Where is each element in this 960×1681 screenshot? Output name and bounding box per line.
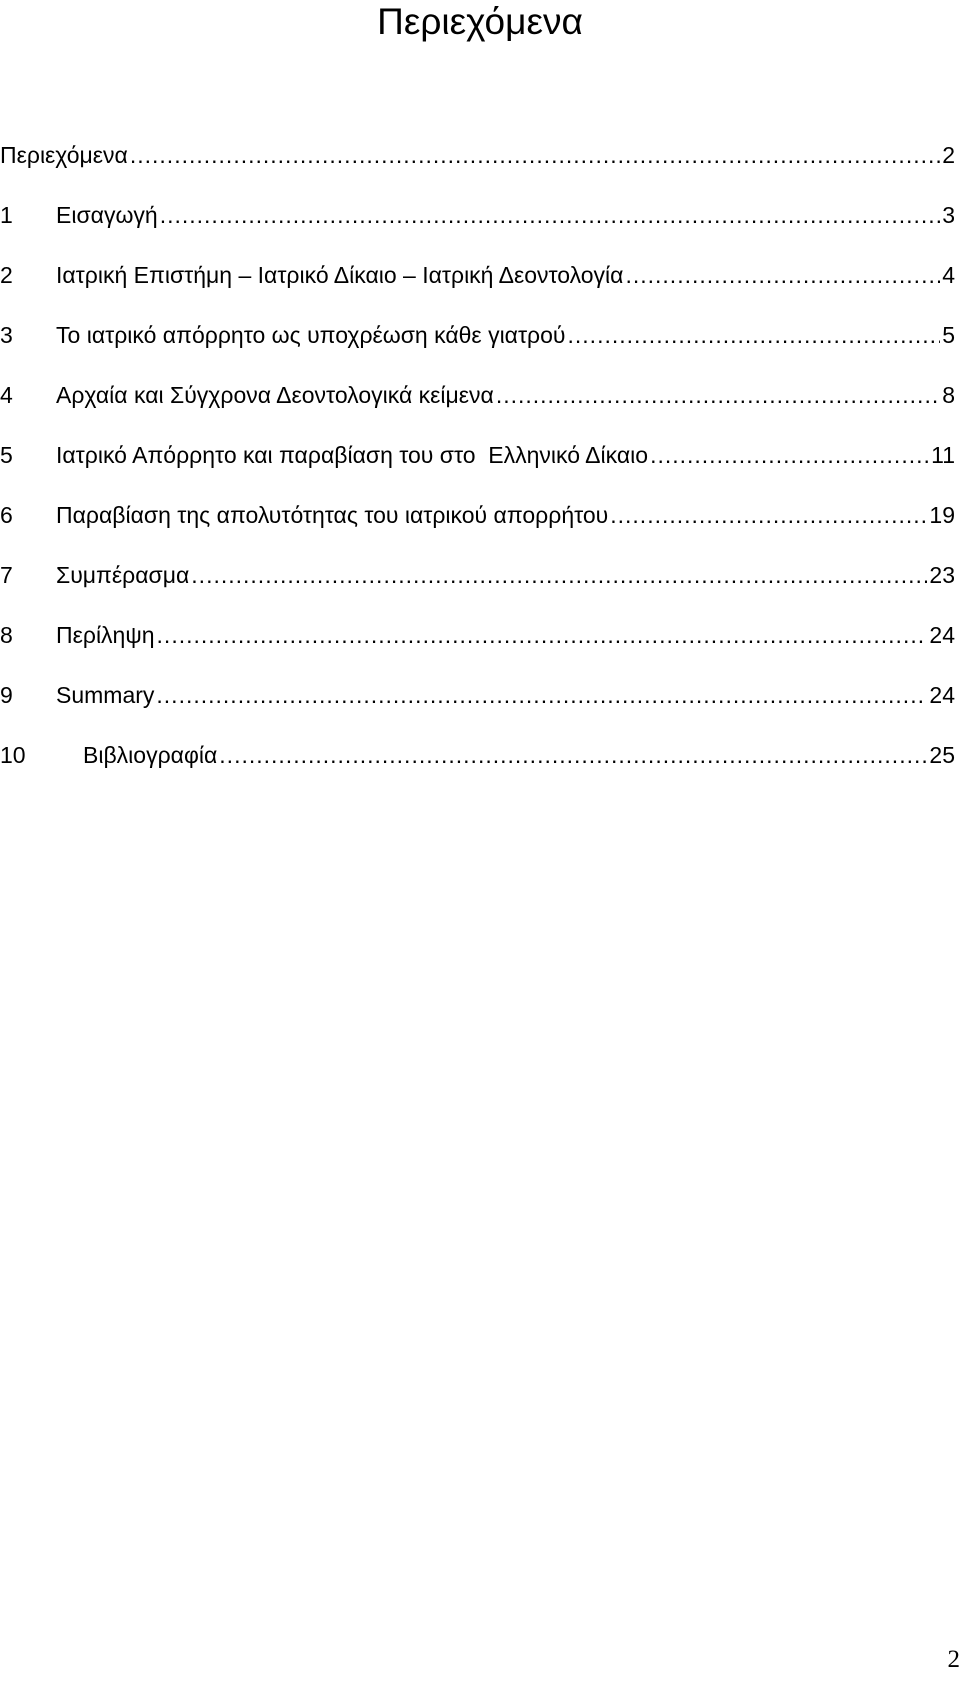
toc-entry-title: Εισαγωγή [56, 202, 158, 228]
toc-entry-title: Βιβλιογραφία [83, 742, 218, 768]
toc-entry-page: 4 [942, 262, 955, 288]
page-number: 2 [947, 1646, 960, 1673]
toc-entry-number: 4 [0, 382, 13, 408]
toc-entry-page: 24 [929, 622, 955, 648]
toc-entry-page: 8 [942, 382, 955, 408]
toc-entry-title: Περίληψη [56, 622, 155, 648]
table-of-contents [0, 141, 955, 801]
toc-entry[interactable] [0, 561, 955, 590]
toc-entry-title: Ιατρικό Απόρρητο και παραβίαση του στο Ελληνικό Δίκαιο [56, 442, 649, 468]
toc-entry-title: Αρχαία και Σύγχρονα Δεοντολογικά κείμενα [56, 382, 494, 408]
toc-entry-number: 1 [0, 202, 13, 228]
toc-entry-page: 3 [942, 202, 955, 228]
toc-entry[interactable] [0, 321, 955, 350]
toc-entry-page: 2 [942, 142, 955, 168]
toc-entry[interactable] [0, 381, 955, 410]
toc-entry-page: 23 [929, 562, 955, 588]
toc-entry[interactable] [0, 501, 955, 530]
toc-entry-title: Summary [56, 682, 155, 708]
toc-entry-page: 25 [929, 742, 955, 768]
toc-entry[interactable] [0, 681, 955, 710]
toc-entry-number: 2 [0, 262, 13, 288]
toc-entry-title: Ιατρική Επιστήμη – Ιατρικό Δίκαιο – Ιατρική Δεοντολογία [56, 262, 624, 288]
toc-entry-number: 10 [0, 742, 26, 768]
toc-entry-number: 7 [0, 562, 13, 588]
toc-entry-title: Συμπέρασμα [56, 562, 190, 588]
toc-dot-leader [219, 741, 927, 770]
toc-dot-leader [130, 141, 940, 170]
toc-entry-page: 24 [929, 682, 955, 708]
toc-entry-number: 6 [0, 502, 13, 528]
toc-entry-page: 11 [931, 442, 955, 468]
toc-entry-number: 8 [0, 622, 13, 648]
toc-entry-number: 9 [0, 682, 13, 708]
toc-dot-leader [610, 501, 927, 530]
toc-dot-leader [568, 321, 941, 350]
toc-entry[interactable] [0, 141, 955, 170]
toc-dot-leader [191, 561, 927, 590]
toc-entry-page: 5 [942, 322, 955, 348]
toc-entry-title: Το ιατρικό απόρρητο ως υποχρέωση κάθε γιατρού [56, 322, 566, 348]
toc-dot-leader [625, 261, 940, 290]
toc-entry-number: 5 [0, 442, 13, 468]
toc-entry[interactable] [0, 201, 955, 230]
toc-entry[interactable] [0, 741, 955, 770]
toc-dot-leader [157, 621, 928, 650]
toc-entry-title: Περιεχόμενα [0, 142, 128, 168]
toc-entry-page: 19 [929, 502, 955, 528]
toc-entry-number: 3 [0, 322, 13, 348]
toc-dot-leader [156, 681, 927, 710]
toc-entry-title: Παραβίαση της απολυτότητας του ιατρικού απορρήτου [56, 502, 609, 528]
page-title: Περιεχόμενα [377, 1, 583, 42]
toc-entry[interactable] [0, 441, 955, 470]
toc-entry[interactable] [0, 621, 955, 650]
toc-dot-leader [496, 381, 940, 410]
toc-entry[interactable] [0, 261, 955, 290]
toc-dot-leader [160, 201, 941, 230]
toc-dot-leader [650, 441, 929, 470]
